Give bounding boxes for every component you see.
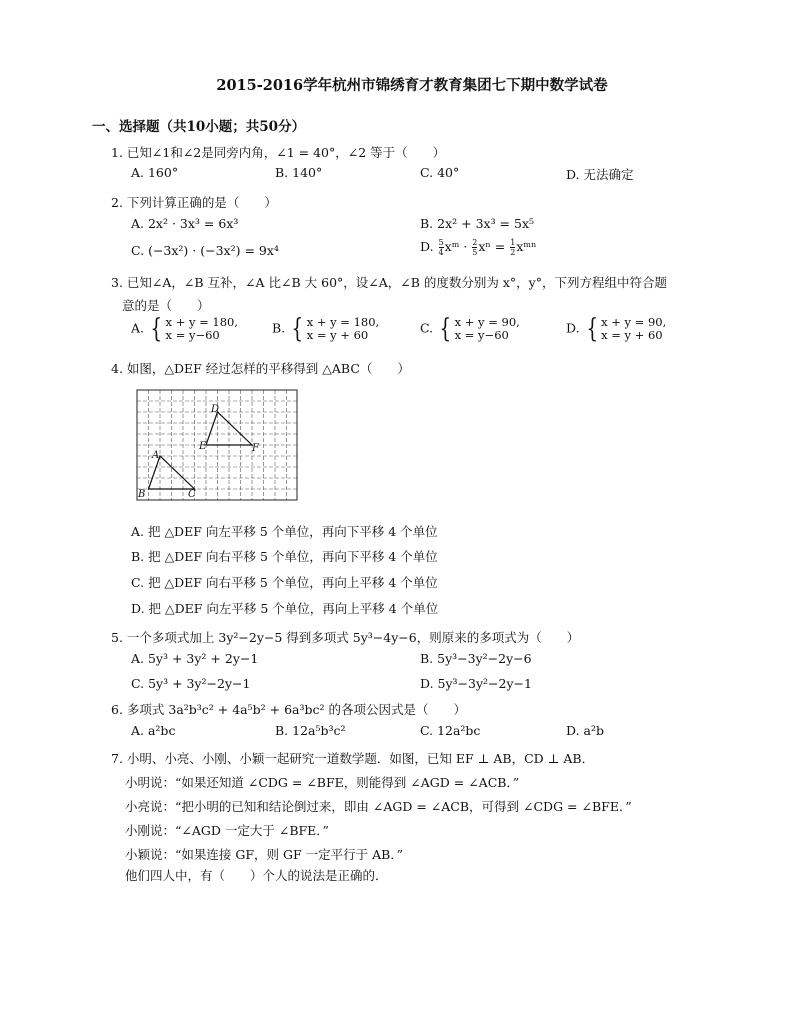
brace-icon: {: [586, 314, 598, 344]
equation-line: x = y + 60: [306, 328, 369, 342]
fraction-numerator: 5: [438, 238, 444, 247]
fraction-numerator: 2: [472, 238, 478, 247]
q3-option-c: [420, 316, 520, 342]
vertex-label-c: C: [188, 489, 196, 500]
q1-option-b: B. 140°: [275, 165, 323, 180]
q2-option-a: A. 2x² · 3x³ = 6x³: [131, 216, 239, 231]
question-1-stem: 1. 已知∠1和∠2是同旁内角，∠1 = 40°，∠2 等于（ ）: [111, 145, 446, 160]
q3-option-d: [566, 316, 666, 342]
q4-option-d: D. 把 △DEF 向左平移 5 个单位，再向上平移 4 个单位: [131, 601, 439, 616]
q2-option-c: C. (−3x²) · (−3x²) = 9x⁴: [131, 243, 279, 258]
q4-option-b: B. 把 △DEF 向右平移 5 个单位，再向下平移 4 个单位: [131, 549, 438, 564]
q3-c-label: C.: [420, 320, 434, 336]
q3-a-label: A.: [131, 320, 145, 336]
vertex-label-e: E: [199, 441, 207, 452]
equation-line: x = y−60: [454, 328, 509, 342]
q3-option-a: [131, 316, 238, 342]
q2-d-term3: xᵐⁿ: [516, 239, 537, 254]
q6-option-c: C. 12a²bc: [420, 723, 481, 738]
brace-icon: {: [150, 314, 163, 344]
fraction-denominator: 4: [438, 248, 444, 257]
q3-d-label: D.: [566, 320, 580, 336]
brace-icon: {: [291, 314, 304, 344]
vertex-label-d: D: [211, 404, 220, 415]
q2-d-prefix: D.: [420, 239, 434, 254]
q1-option-d: D. 无法确定: [566, 167, 634, 182]
brace-icon: {: [439, 314, 452, 344]
question-4-stem: 4. 如图，△DEF 经过怎样的平移得到 △ABC（ ）: [111, 361, 410, 376]
translation-grid-figure: [136, 389, 298, 501]
q5-option-a: A. 5y³ + 3y² + 2y−1: [131, 651, 259, 666]
q6-option-b: B. 12a⁵b³c²: [275, 723, 346, 738]
question-5-stem: 5. 一个多项式加上 3y²−2y−5 得到多项式 5y³−4y−6，则原来的多项式为（ ）: [111, 630, 580, 645]
section-heading: 一、选择题（共10小题；共50分）: [92, 119, 306, 135]
q4-option-c: C. 把 △DEF 向右平移 5 个单位，再向上平移 4 个单位: [131, 575, 438, 590]
q7-statement-xiaoying: 小颖说：“如果连接 GF，则 GF 一定平行于 AB．”: [125, 847, 403, 862]
q7-question-line: 他们四人中，有（ ）个人的说法是正确的．: [125, 868, 388, 883]
equation-line: x + y = 90,: [454, 315, 520, 329]
q2-option-d: [420, 238, 536, 257]
q1-option-a: A. 160°: [131, 165, 179, 180]
question-3-stem-line1: 3. 已知∠A，∠B 互补，∠A 比∠B 大 60°，设∠A，∠B 的度数分别为 x°，y°，下列方程组中符合题: [111, 275, 667, 290]
q5-option-d: D. 5y³−3y²−2y−1: [420, 676, 532, 691]
q6-option-a: A. a²bc: [131, 723, 176, 738]
question-6-stem: 6. 多项式 3a²b³c² + 4a⁵b² + 6a³bc² 的各项公因式是（ ）: [111, 702, 466, 717]
fraction-denominator: 2: [510, 248, 516, 257]
fraction: [472, 238, 477, 257]
q7-statement-xiaoliang: 小亮说：“把小明的已知和结论倒过来，即由 ∠AGD = ∠ACB，可得到 ∠CDG = ∠BFE．”: [125, 799, 632, 814]
vertex-label-b: B: [138, 489, 146, 500]
vertex-label-a: A: [152, 450, 160, 461]
question-7-stem: 7. 小明、小亮、小刚、小颖一起研究一道数学题．如图，已知 EF ⊥ AB，CD ⊥ AB．: [111, 751, 595, 766]
equation-system: [289, 316, 379, 342]
question-2-stem: 2. 下列计算正确的是（ ）: [111, 195, 277, 210]
equation-line: x + y = 180,: [165, 315, 239, 329]
q7-statement-xiaoming: 小明说：“如果还知道 ∠CDG = ∠BFE，则能得到 ∠AGD = ∠ACB．”: [125, 775, 520, 790]
q2-d-term2: xⁿ =: [478, 239, 510, 254]
q2-option-b: B. 2x² + 3x³ = 5x⁵: [420, 216, 535, 231]
q3-b-label: B.: [272, 320, 286, 336]
question-3-stem-line2: 意的是（ ）: [122, 298, 210, 313]
q1-option-c: C. 40°: [420, 165, 460, 180]
q5-option-c: C. 5y³ + 3y²−2y−1: [131, 676, 251, 691]
fraction: [439, 238, 444, 257]
equation-line: x = y−60: [165, 328, 220, 342]
q7-statement-xiaogang: 小刚说：“∠AGD 一定大于 ∠BFE．”: [125, 823, 329, 838]
q2-d-term1: xᵐ ·: [444, 239, 472, 254]
fraction-numerator: 1: [510, 238, 516, 247]
q5-option-b: B. 5y³−3y²−2y−6: [420, 651, 532, 666]
q3-option-b: [272, 316, 379, 342]
equation-line: x + y = 180,: [306, 315, 380, 329]
fraction-denominator: 5: [472, 248, 478, 257]
equation-system: [584, 316, 667, 342]
equation-line: x = y + 60: [601, 328, 663, 342]
equation-system: [437, 316, 520, 342]
q4-option-a: A. 把 △DEF 向左平移 5 个单位，再向下平移 4 个单位: [131, 524, 438, 539]
equation-line: x + y = 90,: [601, 315, 667, 329]
vertex-label-f: F: [252, 443, 259, 454]
equation-system: [148, 316, 238, 342]
fraction: [510, 238, 515, 257]
q6-option-d: D. a²b: [566, 723, 604, 738]
page-title: 2015-2016学年杭州市锦绣育才教育集团七下期中数学试卷: [216, 77, 608, 94]
